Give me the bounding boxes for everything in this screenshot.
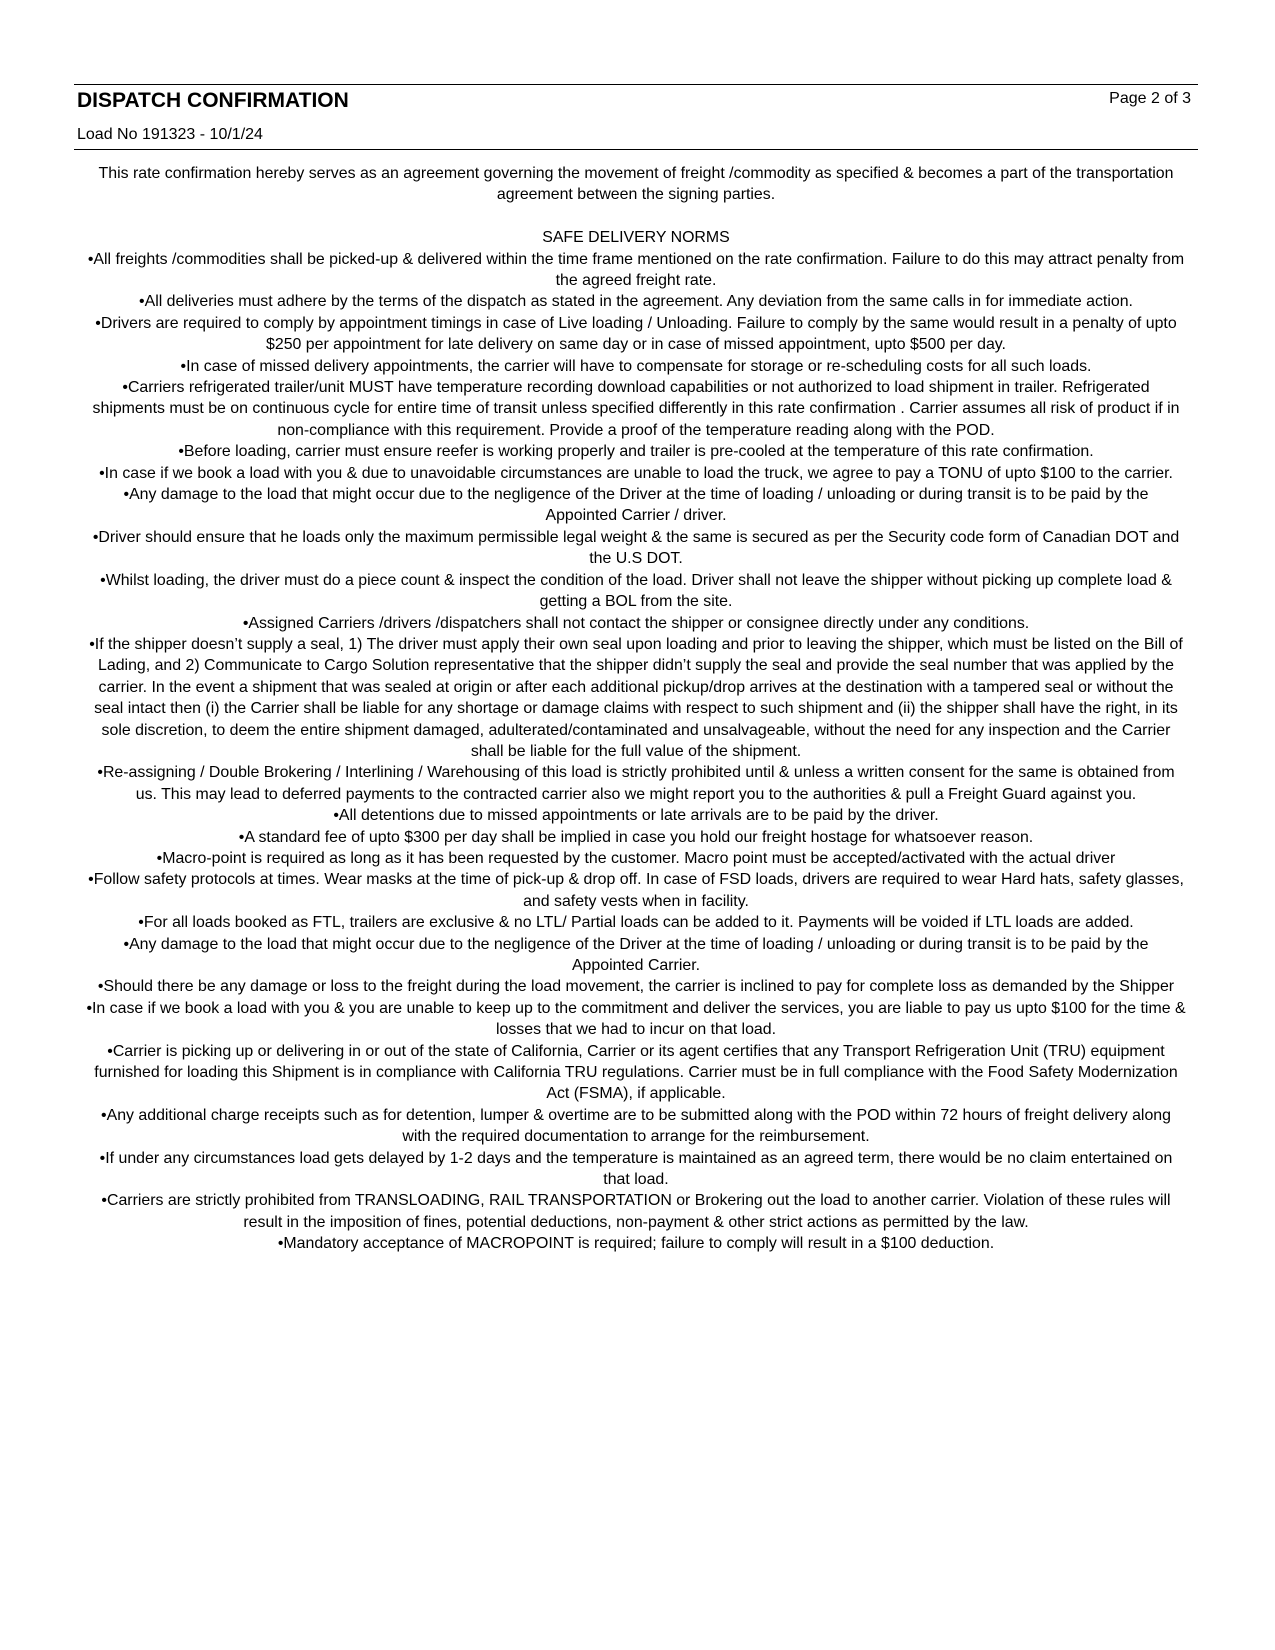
norm-item: •Whilst loading, the driver must do a piece count & inspect the condition of the load. Driver shall not leave the shipper without picking up complete load & getting a BOL from the site. — [100, 571, 1172, 611]
norm-item: •Driver should ensure that he loads only the maximum permissible legal weight & the same is secured as per the Security code form of Canadian DOT and the U.S DOT. — [92, 528, 1180, 568]
norm-item: •Assigned Carriers /drivers /dispatchers shall not contact the shipper or consignee directly under any conditions. — [242, 614, 1030, 632]
intro-paragraph: This rate confirmation hereby serves as an agreement governing the movement of freight /commodity as specified & becomes a part of the transportation agreement between the signing parties. — [98, 165, 1174, 204]
terms-body — [86, 163, 1186, 1255]
norm-item: •Should there be any damage or loss to the freight during the load movement, the carrier is inclined to pay for complete loss as demanded by the Shipper — [97, 978, 1175, 996]
norm-item: •Any damage to the load that might occur due to the negligence of the Driver at the time of loading / unloading or during transit is to be paid by the Appointed Carrier / driver. — [123, 486, 1149, 525]
norm-item: •Mandatory acceptance of MACROPOINT is required; failure to comply will result in a $100 deduction. — [277, 1235, 995, 1253]
norm-item: •In case of missed delivery appointments, the carrier will have to compensate for storage or re-scheduling costs for all such loads. — [180, 357, 1092, 375]
norm-item: •All detentions due to missed appointments or late arrivals are to be paid by the driver. — [333, 807, 939, 825]
norms-list — [86, 249, 1186, 1255]
norm-item: •For all loads booked as FTL, trailers are exclusive & no LTL/ Partial loads can be added to it. Payments will be voided if LTL loads are added. — [138, 914, 1134, 932]
page-number: Page 2 of 3 — [1109, 90, 1191, 107]
norm-item: •Before loading, carrier must ensure reefer is working properly and trailer is pre-cooled at the temperature of this rate confirmation. — [178, 443, 1094, 461]
document-title: DISPATCH CONFIRMATION — [77, 89, 349, 112]
norm-item: •Any damage to the load that might occur due to the negligence of the Driver at the time of loading / unloading or during transit is to be paid by the Appointed Carrier. — [123, 935, 1149, 975]
norm-item: •A standard fee of upto $300 per day shall be implied in case you hold our freight hostage for whatsoever reason. — [238, 828, 1034, 846]
norm-item: •If the shipper doesn’t supply a seal, 1) The driver must apply their own seal upon loading and prior to leaving the shipper, which must be listed on the Bill of Lading, and 2) Communicate to Cargo Solution representative that the shipper didn’t supply the seal and provide the seal number that was applied by the carrier. In the event a shipment that was sealed at origin or after each additional pickup/drop arrives at the destination with a tampered seal or without the seal intact then (i) the Carrier shall be liable for any shortage or damage claims with respect to such shipment and (ii) the shipper shall have the right, in its sole discretion, to deem the entire shipment damaged, adulterated/contaminated and unsalvageable, without the need for any inspection and the Carrier shall be liable for the full value of the shipment. — [89, 635, 1183, 760]
norm-item: •Drivers are required to comply by appointment timings in case of Live loading / Unloading. Failure to comply by the same would result in a penalty of upto $250 per appointment for late delivery on same day or in case of missed appointment, upto $500 per day. — [95, 314, 1177, 354]
norm-item: •Carriers are strictly prohibited from TRANSLOADING, RAIL TRANSPORTATION or Brokering out the load to another carrier. Violation of these rules will result in the imposition of fines, potential deductions, non-payment & other strict actions as permitted by the law. — [101, 1192, 1171, 1231]
norm-item: •In case if we book a load with you & due to unavoidable circumstances are unable to load the truck, we agree to pay a TONU of upto $100 to the carrier. — [99, 464, 1173, 482]
norm-item: •Re-assigning / Double Brokering / Interlining / Warehousing of this load is strictly prohibited until & unless a written consent for the same is obtained from us. This may lead to deferred payments to the contracted carrier also we might report you to the authorities & pull a Freight Guard against you. — [97, 764, 1175, 803]
norm-item: •Carriers refrigerated trailer/unit MUST have temperature recording download capabilities or not authorized to load shipment in trailer. Refrigerated shipments must be on continuous cycle for entire time of transit unless specified differently in this rate confirmation . Carrier assumes all risk of product if in non-compliance with this requirement. Provide a proof of the temperature reading along with the POD. — [92, 379, 1180, 439]
norm-item: •If under any circumstances load gets delayed by 1-2 days and the temperature is maintained as an agreed term, there would be no claim entertained on that load. — [99, 1149, 1173, 1189]
norm-item: •Macro-point is required as long as it has been requested by the customer. Macro point must be accepted/activated with the actual driver — [156, 849, 1116, 867]
norm-item: •Carrier is picking up or delivering in or out of the state of California, Carrier or its agent certifies that any Transport Refrigeration Unit (TRU) equipment furnished for loading this Shipment is in compliance with California TRU regulations. Carrier must be in full compliance with the Food Safety Modernization Act (FSMA), if applicable. — [94, 1042, 1178, 1103]
norm-item: •All freights /commodities shall be picked-up & delivered within the time frame mentioned on the rate confirmation. Failure to do this may attract penalty from the agreed freight rate. — [87, 250, 1185, 290]
header-bottom-rule — [74, 149, 1198, 150]
section-title: SAFE DELIVERY NORMS — [542, 229, 730, 247]
load-number-date: Load No 191323 - 10/1/24 — [77, 126, 263, 143]
norm-item: •Follow safety protocols at times. Wear masks at the time of pick-up & drop off. In case of FSD loads, drivers are required to wear Hard hats, safety glasses, and safety vests when in facility. — [88, 871, 1184, 910]
norm-item: •In case if we book a load with you & you are unable to keep up to the commitment and deliver the services, you are liable to pay us upto $100 for the time & losses that we had to incur on that load. — [86, 999, 1186, 1039]
norm-item: •Any additional charge receipts such as for detention, lumper & overtime are to be submitted along with the POD within 72 hours of freight delivery along with the required documentation to arrange for the reimbursement. — [101, 1106, 1171, 1146]
header-top-rule — [74, 84, 1198, 85]
norm-item: •All deliveries must adhere by the terms of the dispatch as stated in the agreement. Any deviation from the same calls in for immediate action. — [139, 293, 1133, 311]
